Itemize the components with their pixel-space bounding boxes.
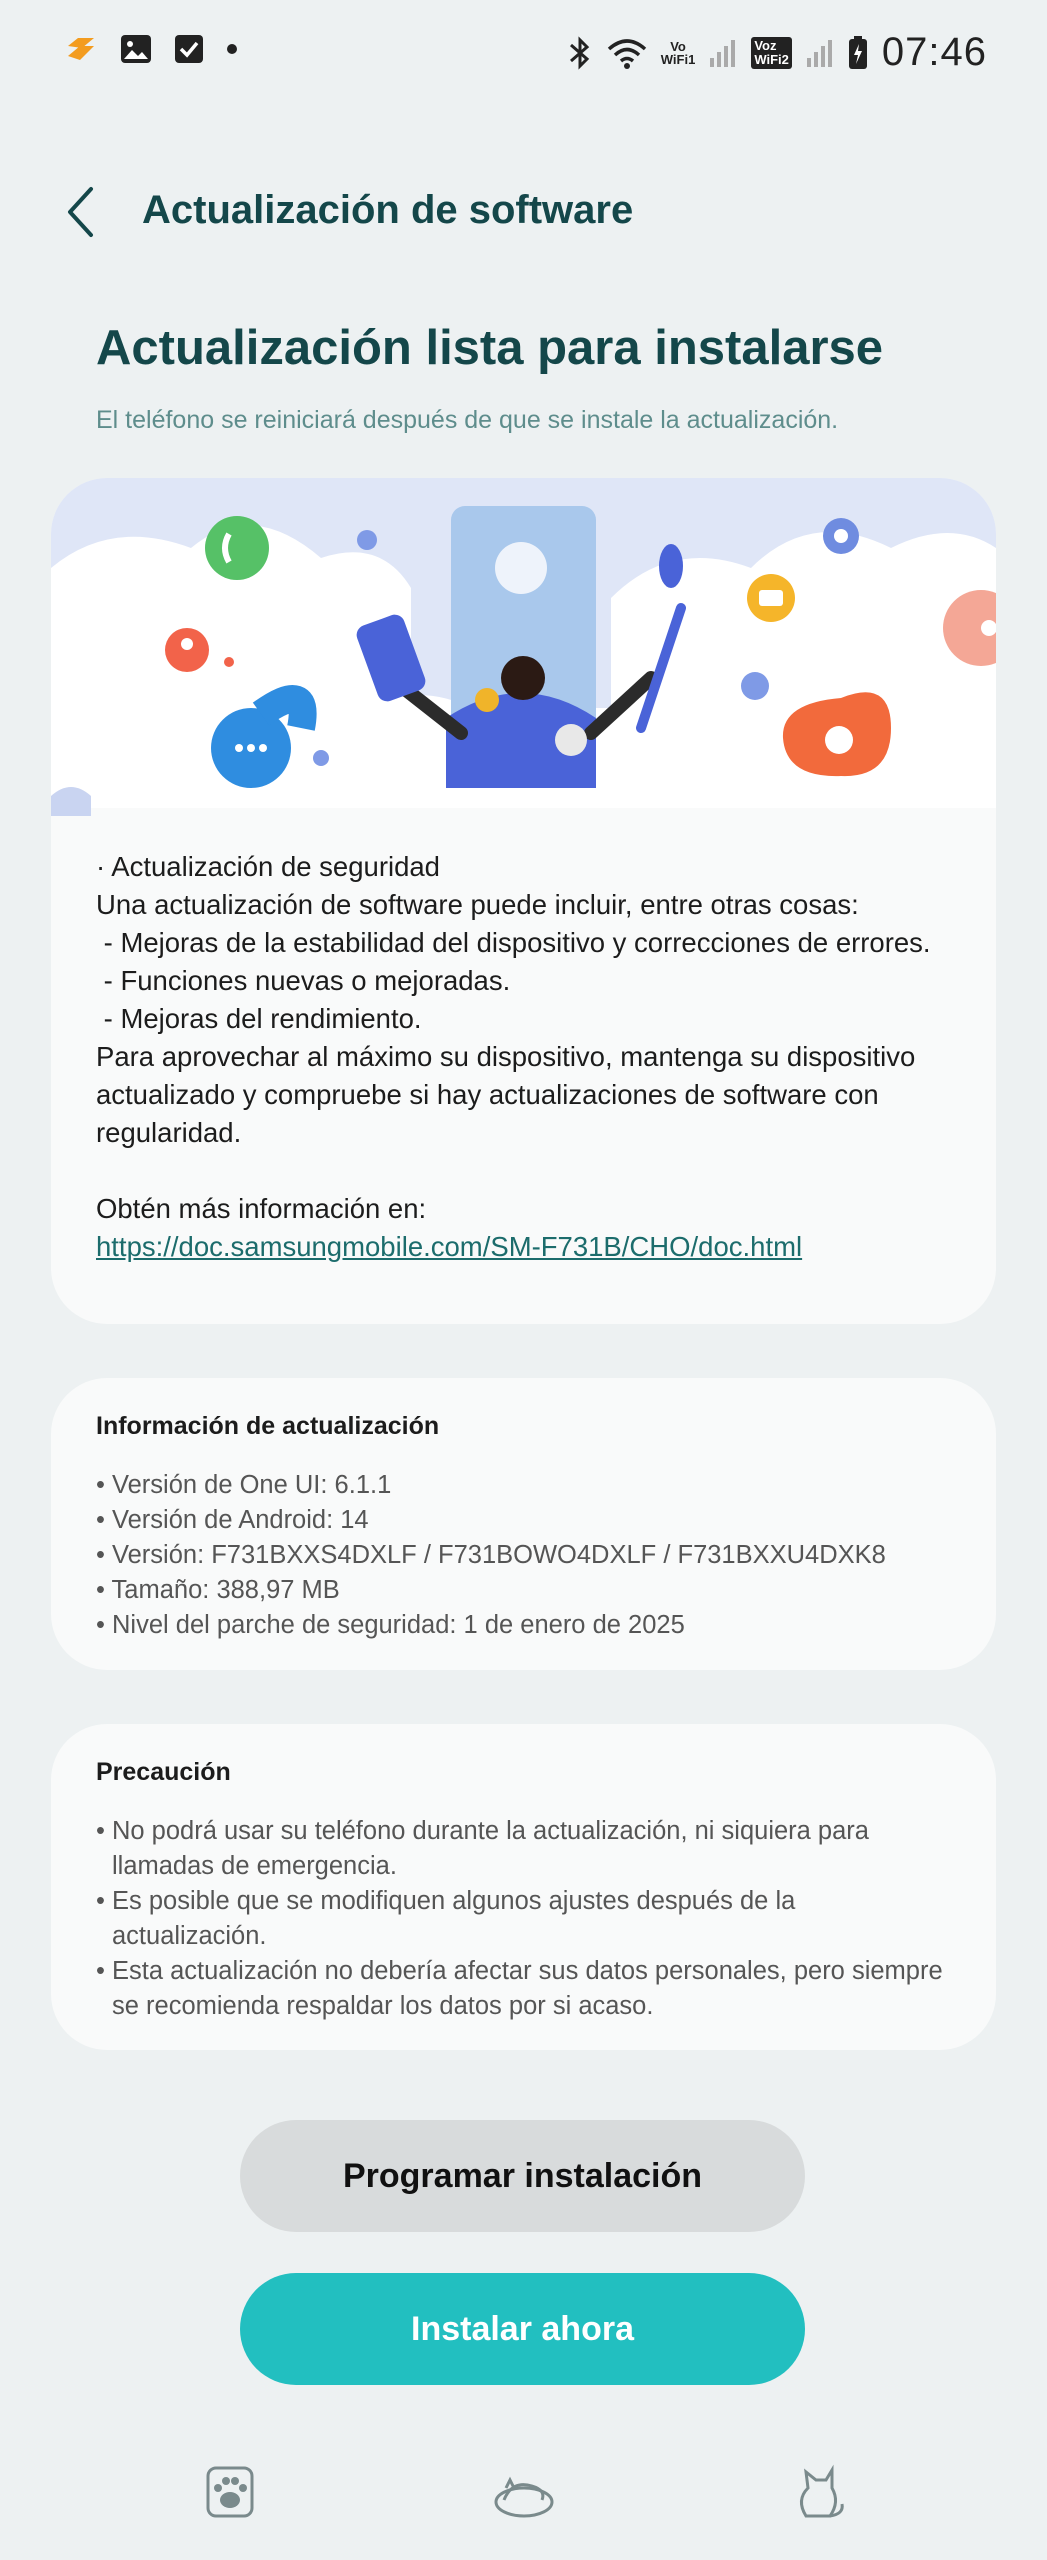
update-info-item: • Nivel del parche de seguridad: 1 de enero de 2025: [96, 1611, 685, 1639]
caution-item: [96, 1954, 956, 2024]
back-button[interactable]: [56, 180, 104, 244]
release-note-line: Para aprovechar al máximo su dispositivo, mantenga su dispositivo: [96, 1041, 916, 1072]
vowifi1-top: Vo: [670, 38, 686, 54]
bullet: •: [96, 1957, 105, 1985]
cat-icon[interactable]: [786, 2460, 850, 2524]
release-note-line: · Actualización de seguridad: [96, 851, 440, 882]
checkbox-icon: [174, 34, 204, 64]
caution-text: Es posible que se modifiquen algunos ajustes después de la actualización.: [112, 1887, 796, 1950]
page-subtitle: El teléfono se reiniciará después de que se instale la actualización.: [96, 406, 839, 434]
bullet: •: [96, 1887, 105, 1915]
release-note-line: actualizado y compruebe si hay actualizaciones de software con: [96, 1079, 879, 1110]
more-info-link[interactable]: https://doc.samsungmobile.com/SM-F731B/CHO/doc.html: [96, 1231, 803, 1262]
caution-item: [96, 1814, 956, 1884]
wifi-icon: [607, 37, 647, 69]
vowifi1-indicator: [661, 40, 696, 66]
release-note-line: Una actualización de software puede incluir, entre otras cosas:: [96, 889, 859, 920]
status-time: 07:46: [881, 30, 987, 74]
caution-list: [96, 1814, 956, 2024]
caution-text: Esta actualización no debería afectar sus datos personales, pero siempre se recomienda respaldar los datos por si acaso.: [112, 1957, 943, 2020]
update-info-item: • Versión de One UI: 6.1.1: [96, 1471, 392, 1499]
more-info-label: Obtén más información en:: [96, 1193, 427, 1224]
update-info-item: • Tamaño: 388,97 MB: [96, 1576, 340, 1604]
schedule-install-button[interactable]: Programar instalación: [240, 2120, 805, 2232]
update-info-card: [51, 1378, 996, 1670]
caution-heading: Precaución: [96, 1758, 231, 1786]
header-title: Actualización de software: [142, 188, 634, 232]
release-note-line: - Mejoras del rendimiento.: [96, 1003, 422, 1034]
install-now-button[interactable]: Instalar ahora: [240, 2273, 805, 2385]
caution-item: [96, 1884, 956, 1954]
vowifi1-bottom: WiFi1: [660, 51, 696, 67]
bullet: •: [96, 1817, 105, 1845]
vowifi2-indicator: [751, 37, 792, 69]
vowifi2-bottom: WiFi2: [754, 51, 789, 67]
release-note-line: regularidad.: [96, 1117, 242, 1148]
release-note-line: - Funciones nuevas o mejoradas.: [96, 965, 511, 996]
sleeping-cat-icon[interactable]: [492, 2460, 556, 2524]
caution-card: [51, 1724, 996, 2050]
update-info-item: • Versión de Android: 14: [96, 1506, 369, 1534]
image-icon: [120, 34, 152, 64]
app-notification-icon: [64, 34, 98, 64]
vowifi2-top: Voz: [754, 37, 777, 53]
update-info-item: • Versión: F731BXXS4DXLF / F731BOWO4DXLF / F731BXXU4DXK8: [96, 1541, 886, 1569]
page-title: Actualización lista para instalarse: [96, 321, 884, 375]
update-info-heading: Información de actualización: [96, 1412, 440, 1440]
bottom-nav: [0, 2460, 1047, 2540]
release-note-line: - Mejoras de la estabilidad del dispositivo y correcciones de errores.: [96, 927, 931, 958]
battery-icon: [848, 36, 868, 70]
paw-icon[interactable]: [198, 2460, 262, 2524]
update-info-list: [96, 1468, 886, 1643]
chevron-left-icon: [65, 185, 95, 239]
release-notes-card: [51, 478, 996, 1324]
release-notes: [96, 848, 976, 1266]
more-dot-icon: [226, 43, 238, 55]
status-bar: [0, 0, 1047, 110]
signal-icon: [806, 38, 834, 68]
signal-icon: [709, 38, 737, 68]
caution-text: No podrá usar su teléfono durante la actualización, ni siquiera para llamadas de emergencia.: [112, 1817, 869, 1880]
bluetooth-icon: [567, 35, 593, 71]
update-illustration: [51, 478, 996, 816]
